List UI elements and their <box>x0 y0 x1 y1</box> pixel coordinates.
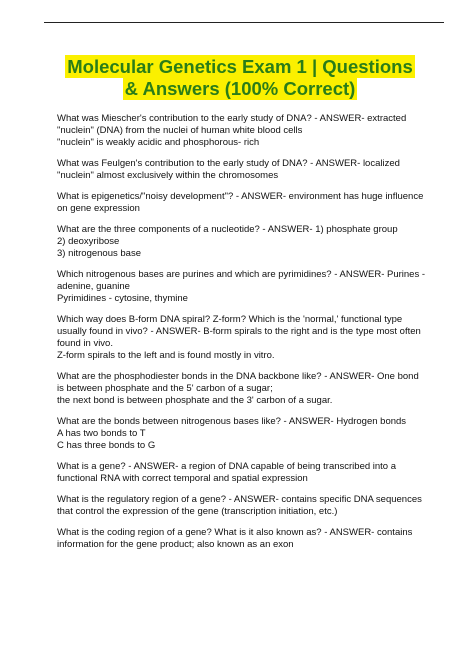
qa-entry-regulatory-region: What is the regulatory region of a gene? - ANSWER- contains specific DNA sequences that control the expression of the gene (transcription initiation, etc.) <box>57 494 422 518</box>
title-line-1: Molecular Genetics Exam 1 | Questions <box>67 56 413 77</box>
qa-entry-phosphodiester: What are the phosphodiester bonds in the DNA backbone like? - ANSWER- One bond is between phosphate and the 5' carbon of a sugar; the next bond is between phosphate and the 3' carbon of a sugar. <box>57 371 419 406</box>
header-rule <box>44 22 444 23</box>
qa-entry-epigenetics: What is epigenetics/"noisy development"? - ANSWER- environment has huge influence on gene expression <box>57 191 424 214</box>
qa-entry-purines: Which nitrogenous bases are purines and which are pyrimidines? - ANSWER- Purines - adenine, guanine Pyrimidines - cytosine, thymine <box>57 269 426 304</box>
qa-entry-base-bonds: What are the bonds between nitrogenous bases like? - ANSWER- Hydrogen bonds A has two bonds to T C has three bonds to G <box>57 416 407 451</box>
qa-entry-gene: What is a gene? - ANSWER- a region of DNA capable of being transcribed into a functional RNA with correct temporal and spatial expression <box>57 461 397 484</box>
qa-entry-dna-spiral: Which way does B-form DNA spiral? Z-form? Which is the 'normal,' functional type usually found in vivo? - ANSWER- B-form spirals to the right and is the type most often found in vivo. Z-form spirals to the left and is found mostly in vitro. <box>57 314 421 361</box>
qa-list <box>57 113 447 561</box>
qa-entry-coding-region: What is the coding region of a gene? What is it also known as? - ANSWER- contains information for the gene product; also known as an exon <box>57 527 413 551</box>
qa-entry-feulgen: What was Feulgen's contribution to the early study of DNA? - ANSWER- localized "nuclein" almost exclusively within the chromosomes <box>57 157 400 181</box>
document-title <box>52 56 428 100</box>
qa-entry-miescher: What was Miescher's contribution to the early study of DNA? - ANSWER- extracted "nuclein" (DNA) from the nuclei of human white blood cells "nuclein" is weakly acidic and phosphorous- rich <box>57 113 407 148</box>
title-line-2: & Answers (100% Correct) <box>124 78 356 99</box>
qa-entry-nucleotide: What are the three components of a nucleotide? - ANSWER- 1) phosphate group 2) deoxyribose 3) nitrogenous base <box>57 224 398 259</box>
